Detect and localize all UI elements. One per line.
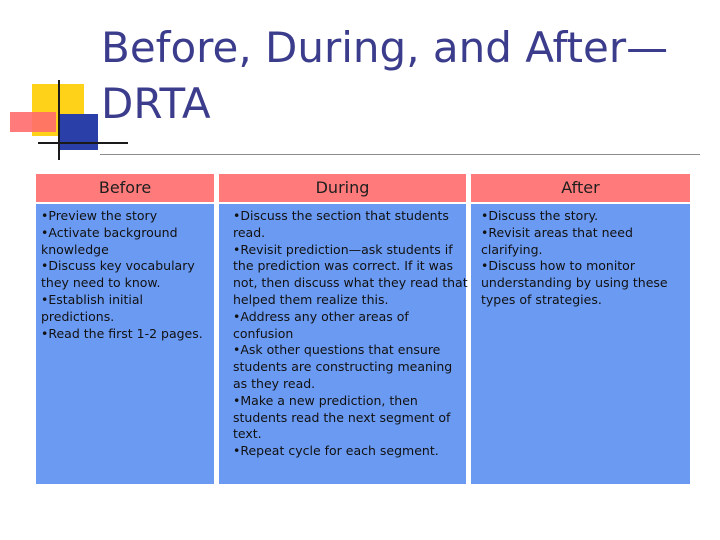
drta-table — [36, 174, 690, 484]
during-line: confusion — [233, 325, 294, 341]
before-line: they need to know. — [41, 275, 161, 291]
slide-title — [101, 20, 701, 132]
during-line: students read the next segment of — [233, 409, 451, 425]
title-divider — [100, 154, 700, 155]
before-cell — [41, 208, 213, 342]
during-line: students are constructing meaning — [233, 359, 453, 375]
after-line: types of strategies. — [481, 291, 602, 307]
before-line: •Establish initial predictions. — [41, 291, 144, 324]
logo-horizontal-line — [38, 142, 128, 144]
header-after: After — [561, 178, 600, 197]
after-line: •Discuss how to monitor — [481, 258, 635, 274]
after-line: clarifying. — [481, 241, 543, 257]
before-line: •Activate background — [41, 224, 178, 240]
before-line: •Discuss key vocabulary — [41, 258, 195, 274]
after-line: •Revisit areas that need — [481, 224, 633, 240]
logo-red-bar — [10, 112, 56, 132]
logo-vertical-line — [58, 80, 60, 160]
during-cell — [233, 208, 469, 460]
column-separator — [214, 174, 219, 484]
logo-blue-square — [58, 114, 98, 150]
during-line: helped them realize this. — [233, 291, 389, 307]
before-line: •Preview the story — [41, 208, 158, 223]
during-line: text. — [233, 426, 262, 442]
during-line: •Ask other questions that ensure — [233, 342, 441, 358]
after-line: understanding by using these — [481, 275, 668, 291]
during-line: not, then discuss what they read that — [233, 275, 468, 291]
during-line: the prediction was correct. If it was — [233, 258, 454, 274]
after-line: •Discuss the story. — [481, 208, 599, 223]
after-cell — [481, 208, 686, 309]
header-before: Before — [98, 178, 152, 197]
during-line: as they read. — [233, 375, 316, 391]
before-line: knowledge — [41, 241, 109, 257]
during-line: •Discuss the section that students — [233, 208, 449, 223]
during-line: read. — [233, 224, 266, 240]
during-line: •Make a new prediction, then — [233, 392, 418, 408]
during-line: •Revisit prediction—ask students if — [233, 241, 453, 257]
during-line: •Address any other areas of — [233, 308, 409, 324]
during-line: •Repeat cycle for each segment. — [233, 443, 439, 459]
slide-title-line1: Before, During, and After— — [101, 23, 669, 72]
header-during: During — [315, 178, 370, 197]
slide-title-line2: DRTA — [101, 79, 211, 128]
before-line: •Read the first 1-2 pages. — [41, 325, 203, 341]
